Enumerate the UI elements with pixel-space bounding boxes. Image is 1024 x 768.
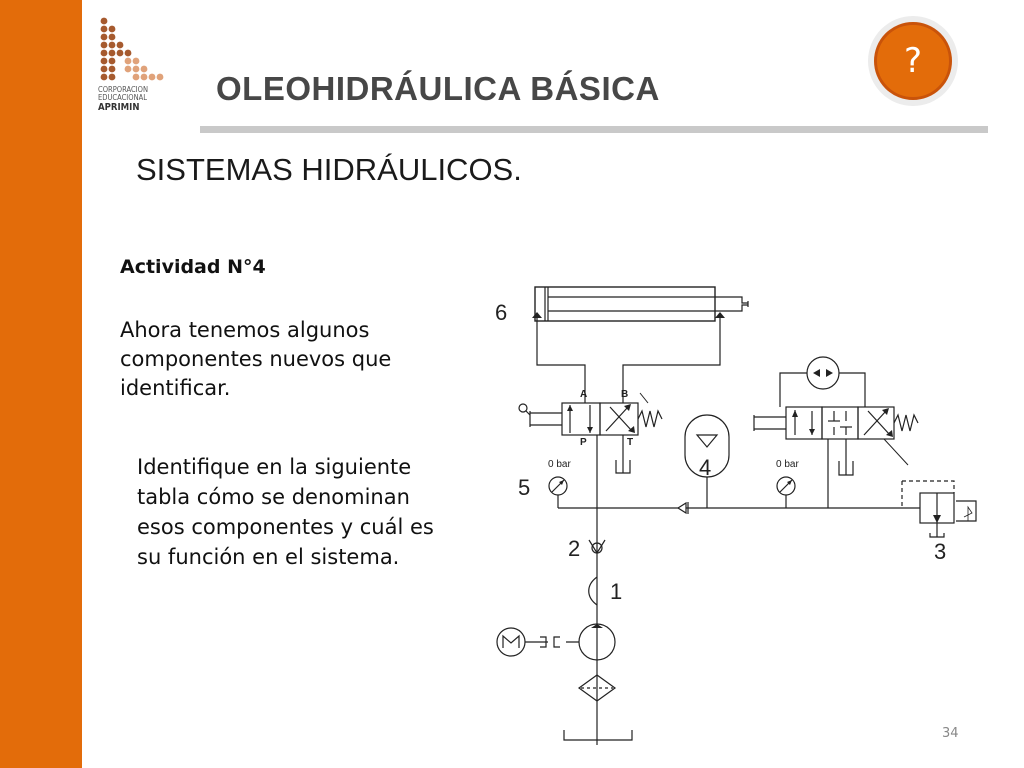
- gauge-label-left: 0 bar: [548, 459, 571, 470]
- logo-line-1: CORPORACION: [98, 85, 149, 94]
- port-label-t: T: [627, 437, 634, 448]
- logo-line-2: EDUCACIONAL: [98, 93, 148, 102]
- electric-motor: [497, 628, 548, 656]
- header-title: OLEOHIDRÁULICA BÁSICA: [216, 70, 660, 107]
- component-number-6: 6: [495, 300, 508, 325]
- pressure-gauge-left: [548, 459, 571, 508]
- header-divider: [200, 126, 988, 133]
- port-label-b: B: [621, 389, 629, 400]
- help-button[interactable]: [868, 16, 958, 106]
- hydraulic-pump: [554, 624, 615, 660]
- left-directional-valve: [519, 393, 662, 435]
- tank: [564, 730, 632, 740]
- component-number-3: 3: [934, 539, 947, 564]
- logo-mark: [98, 16, 172, 86]
- right-directional-valve: [754, 357, 918, 508]
- section-title: SISTEMAS HIDRÁULICOS.: [136, 152, 522, 187]
- activity-task: Identifique en la siguiente tabla cómo se denominan esos componentes y cuál es su función en el sistema.: [137, 455, 434, 569]
- component-number-1: 1: [610, 579, 623, 604]
- activity-intro: Ahora tenemos algunos componentes nuevos que identificar.: [120, 318, 392, 400]
- flexible-hose: [589, 577, 597, 605]
- component-number-2: 2: [568, 536, 581, 561]
- question-mark-icon: ?: [874, 22, 952, 100]
- page-number: 34: [942, 726, 959, 741]
- component-number-4: 4: [699, 455, 712, 480]
- port-label-a: A: [580, 389, 588, 400]
- activity-title: Actividad N°4: [120, 256, 266, 278]
- component-number-5: 5: [518, 475, 531, 500]
- pressure-gauge-right: [776, 459, 799, 508]
- port-label-p: P: [580, 437, 587, 448]
- logo-line-3: APRIMIN: [98, 102, 140, 113]
- pressure-relief-valve: [902, 481, 976, 537]
- aprimin-logo: [98, 16, 172, 116]
- side-accent-bar: [0, 0, 82, 768]
- gauge-label-right: 0 bar: [776, 459, 799, 470]
- double-acting-cylinder: [532, 287, 748, 321]
- hydraulic-circuit-diagram: [490, 275, 990, 750]
- check-valve-main: [678, 502, 688, 514]
